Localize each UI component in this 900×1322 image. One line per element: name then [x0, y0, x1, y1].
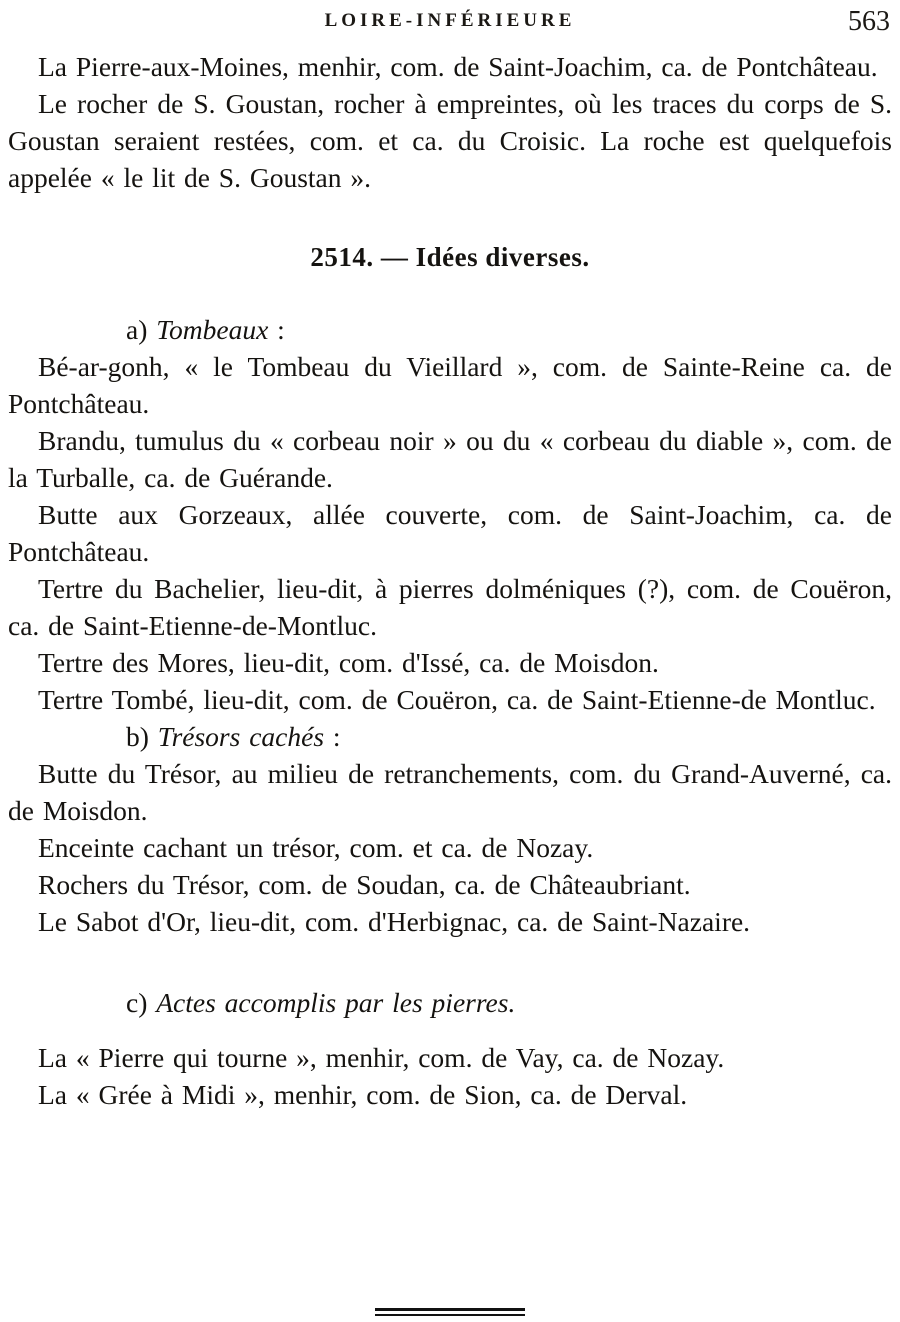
- paragraph: La Pierre-aux-Moines, menhir, com. de Saint-Joachim, ca. de Pontchâteau.: [38, 51, 878, 82]
- subsection-title: Actes accomplis par les pierres.: [156, 987, 516, 1018]
- paragraph: Enceinte cachant un trésor, com. et ca. de Nozay.: [38, 832, 594, 863]
- subsection-heading-a: [8, 311, 892, 348]
- subsection-label: c): [126, 987, 148, 1018]
- paragraph: Butte du Trésor, au milieu de retranchements, com. du Grand-Auverné, ca. de Moisdon.: [8, 758, 892, 826]
- subsection-c-paragraphs: [8, 1039, 892, 1113]
- subsection-label: a): [126, 314, 148, 345]
- tailpiece-rule: [375, 1308, 525, 1316]
- running-title: LOIRE-INFÉRIEURE: [324, 10, 576, 31]
- paragraph: Le Sabot d'Or, lieu-dit, com. d'Herbignac, ca. de Saint-Nazaire.: [38, 906, 751, 937]
- paragraph: Butte aux Gorzeaux, allée couverte, com. de Saint-Joachim, ca. de Pontchâteau.: [8, 499, 892, 567]
- paragraph: La « Pierre qui tourne », menhir, com. de Vay, ca. de Nozay.: [38, 1042, 725, 1073]
- paragraph: Tertre des Mores, lieu-dit, com. d'Issé, ca. de Moisdon.: [38, 647, 659, 678]
- subsection-title: Tombeaux: [156, 314, 269, 345]
- intro-block: [8, 48, 892, 196]
- subsection-suffix: :: [268, 314, 285, 345]
- paragraph: Tertre du Bachelier, lieu-dit, à pierres dolméniques (?), com. de Couëron, ca. de Saint-Etienne-de-Montluc.: [8, 573, 892, 641]
- subsection-heading-c: [8, 984, 892, 1021]
- paragraph: Brandu, tumulus du « corbeau noir » ou du « corbeau du diable », com. de la Turballe, ca. de Guérande.: [8, 425, 892, 493]
- subsection-b-paragraphs: [8, 755, 892, 940]
- page-body: [8, 48, 892, 1113]
- subsection-suffix: :: [324, 721, 341, 752]
- paragraph: Le rocher de S. Goustan, rocher à empreintes, où les traces du corps de S. Goustan seraient restées, com. et ca. du Croisic. La roche est quelquefois appelée « le lit de S. Goustan ».: [8, 88, 892, 193]
- page-number: 563: [848, 6, 890, 37]
- paragraph: La « Grée à Midi », menhir, com. de Sion, ca. de Derval.: [38, 1079, 688, 1110]
- paragraph: Tertre Tombé, lieu-dit, com. de Couëron, ca. de Saint-Etienne-de Montluc.: [38, 684, 876, 715]
- subsection-label: b): [126, 721, 149, 752]
- subsection-heading-b: [8, 718, 892, 755]
- paragraph: Bé-ar-gonh, « le Tombeau du Vieillard », com. de Sainte-Reine ca. de Pontchâteau.: [8, 351, 892, 419]
- subsection-title: Trésors cachés: [157, 721, 325, 752]
- paragraph: Rochers du Trésor, com. de Soudan, ca. de Châteaubriant.: [38, 869, 691, 900]
- section-heading: 2514. — Idées diverses.: [310, 242, 590, 272]
- subsection-a-paragraphs: [8, 348, 892, 718]
- running-head: [8, 6, 892, 40]
